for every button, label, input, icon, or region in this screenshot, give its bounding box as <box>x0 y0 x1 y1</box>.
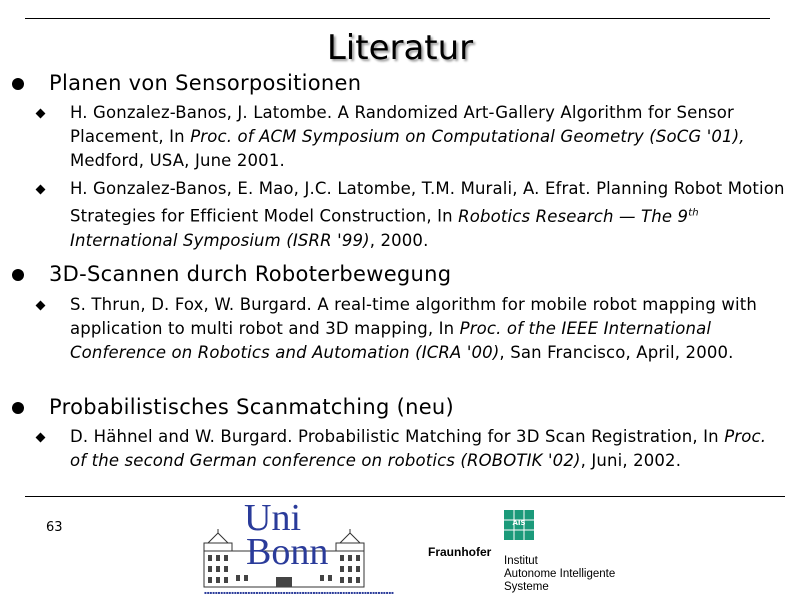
reference-venue: Robotics Research — The 9th International Symposium (ISRR '99) <box>70 206 699 250</box>
reference-item <box>70 101 785 173</box>
institute-name <box>504 555 615 594</box>
institute-line: Systeme <box>504 581 549 593</box>
bullet-icon <box>12 269 24 281</box>
diamond-bullet-icon <box>36 301 46 311</box>
reference-item <box>70 177 785 253</box>
reference-details: , 2000. <box>369 230 429 250</box>
institute-line: Autonome Intelligente <box>504 568 616 580</box>
reference-details: Medford, USA, June 2001. <box>70 151 285 170</box>
diamond-bullet-icon <box>36 109 46 119</box>
diamond-bullet-icon <box>36 185 46 195</box>
reference-venue: Proc. of the second German conference on robotics (ROBOTIK '02) <box>70 427 767 470</box>
section-heading-label: Planen von Sensorpositionen <box>49 71 362 95</box>
reference-details: , Juni, 2002. <box>580 451 682 470</box>
reference-venue: Proc. of ACM Symposium on Computational Geometry (SoCG '01), <box>190 127 745 146</box>
bottom-rule <box>25 496 785 497</box>
ais-mark-label: AIS <box>512 519 526 527</box>
bullet-icon <box>12 402 24 414</box>
top-rule <box>25 18 770 19</box>
reference-venue: Proc. of the IEEE International Conference on Robotics and Automation (ICRA '00) <box>70 319 712 362</box>
reference-item <box>70 293 785 365</box>
page-number: 63 <box>46 520 63 535</box>
reference-details: , San Francisco, April, 2000. <box>499 343 734 362</box>
bullet-icon <box>12 78 24 90</box>
reference-authors-title: S. Thrun, D. Fox, W. Burgard. A real-time algorithm for mobile robot mapping with application to multi robot and 3D mapping, In <box>70 295 757 338</box>
reference-authors-title: H. Gonzalez-Banos, J. Latombe. A Randomized Art-Gallery Algorithm for Sensor Placement, In <box>70 103 734 146</box>
uni-bonn-logo <box>200 497 394 598</box>
uni-logo-text: Uni <box>244 497 301 539</box>
section-heading-label: 3D-Scannen durch Roboterbewegung <box>49 262 452 286</box>
bonn-logo-text: Bonn <box>246 531 329 573</box>
reference-item <box>70 425 785 473</box>
institute-line: Institut <box>504 555 538 567</box>
section-heading-label: Probabilistisches Scanmatching (neu) <box>49 395 455 419</box>
reference-authors-title: D. Hähnel and W. Burgard. Probabilistic Matching for 3D Scan Registration, In <box>70 427 725 446</box>
fraunhofer-name: Fraunhofer <box>428 545 492 559</box>
reference-authors-title: H. Gonzalez-Banos, E. Mao, J.C. Latombe, T.M. Murali, A. Efrat. Planning Robot Motion Strategies for Efficient Model Construction, In <box>70 179 785 226</box>
slide-title: Literatur <box>326 28 474 68</box>
diamond-bullet-icon <box>36 433 46 443</box>
logo-footer-strip: ▪▪▪▪▪▪▪▪▪▪▪▪▪▪▪▪▪▪▪▪▪▪▪▪▪▪▪▪▪▪▪▪▪▪▪▪▪▪▪▪▪▪▪▪▪▪▪▪▪▪▪▪▪▪▪▪▪▪▪▪▪▪▪▪▪▪▪▪▪▪ <box>204 590 394 595</box>
